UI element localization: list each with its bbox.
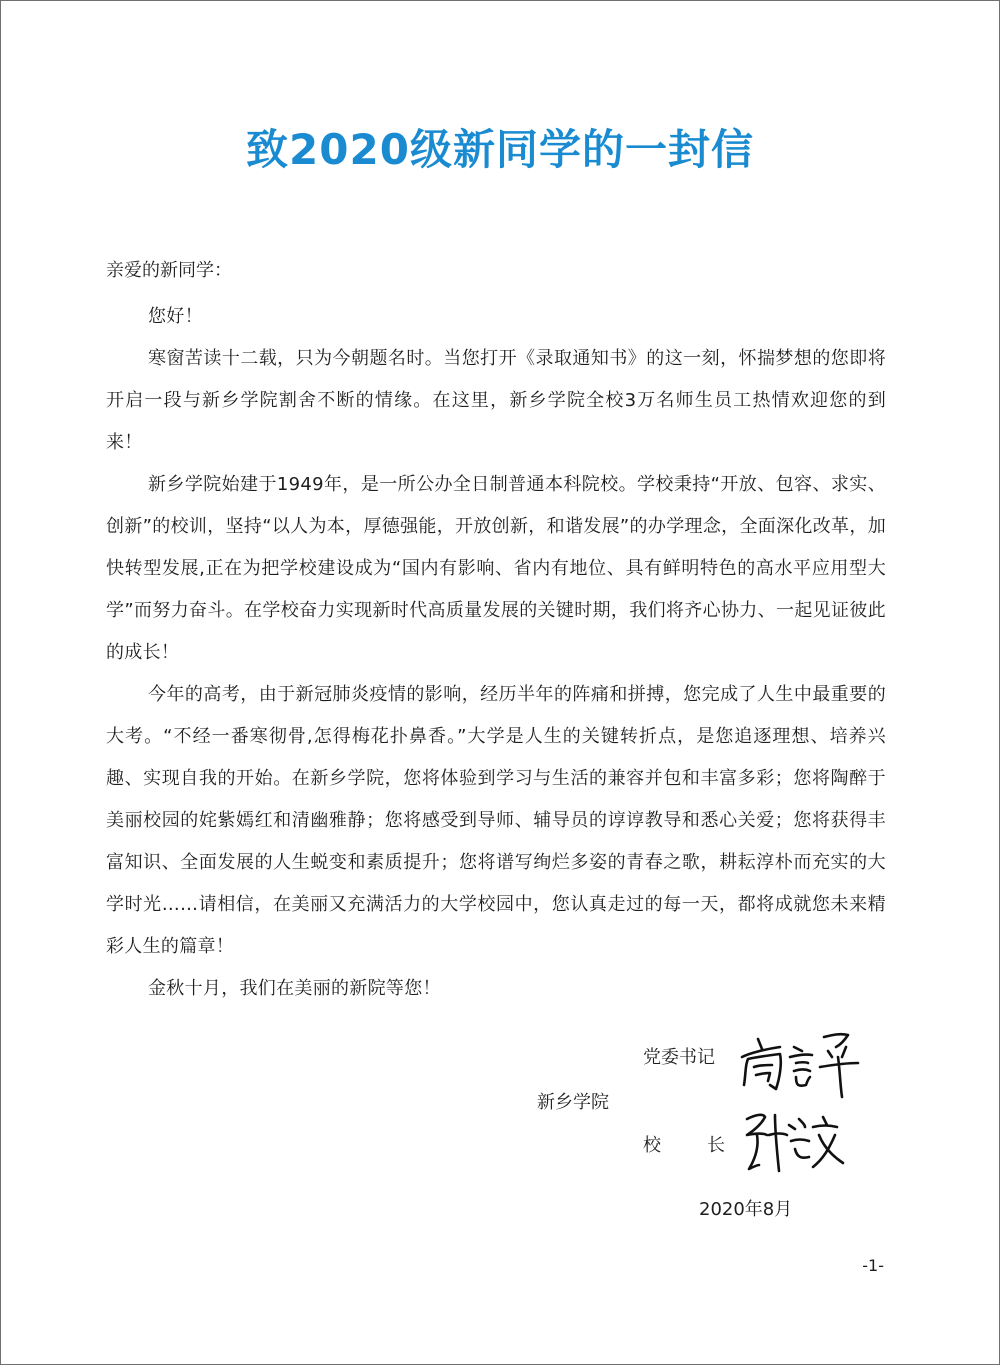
president-title-char-2: 长 [707, 1135, 725, 1156]
body-paragraph: 寒窗苦读十二载，只为今朝题名时。当您打开《录取通知书》的这一刻，怀揣梦想的您即将开启一段与新乡学院割舍不断的情缘。在这里，新乡学院全校3万名师生员工热情欢迎您的到来！ [106, 348, 886, 453]
body-paragraph: 今年的高考，由于新冠肺炎疫情的影响，经历半年的阵痛和拼搏，您完成了人生中最重要的大考。“不经一番寒彻骨,怎得梅花扑鼻香。”大学是人生的关键转折点，是您追逐理想、培养兴趣、实现自我的开始。在新乡学院，您将体验到学习与生活的兼容并包和丰富多彩；您将陶醉于美丽校园的姹紫嫣红和清幽雅静；您将感受到导师、辅导员的谆谆教导和悉心关爱；您将获得丰富知识、全面发展的人生蜕变和素质提升；您将谱写绚烂多姿的青春之歌，耕耘淳朴而充实的大学时光……请相信，在美丽又充满活力的大学校园中，您认真走过的每一天，都将成就您未来精彩人生的篇章！ [106, 684, 886, 957]
letter-title: 致2020级新同学的一封信 [246, 125, 754, 174]
letter-body [106, 296, 886, 1010]
closing-paragraph: 金秋十月，我们在美丽的新院等您！ [148, 978, 441, 999]
letter-date: 2020年8月 [699, 1199, 793, 1220]
greeting-paragraph: 您好！ [148, 306, 203, 327]
president-signature-icon [739, 1105, 849, 1180]
president-title-char-1: 校 [643, 1135, 661, 1156]
institution-name: 新乡学院 [537, 1092, 609, 1113]
body-paragraph: 新乡学院始建于1949年，是一所公办全日制普通本科院校。学校秉持“开放、包容、求实、创新”的校训，坚持“以人为本，厚德强能，开放创新，和谐发展”的办学理念，全面深化改革，加快转型发展,正在为把学校建设成为“国内有影响、省内有地位、具有鲜明特色的高水平应用型大学”而努力奋斗。在学校奋力实现新时代高质量发展的关键时期，我们将齐心协力、一起见证彼此的成长！ [106, 474, 886, 663]
page-number: -1- [862, 1256, 884, 1275]
secretary-title: 党委书记 [643, 1047, 715, 1068]
salutation: 亲爱的新同学： [106, 260, 232, 281]
secretary-signature-icon [736, 1027, 866, 1102]
